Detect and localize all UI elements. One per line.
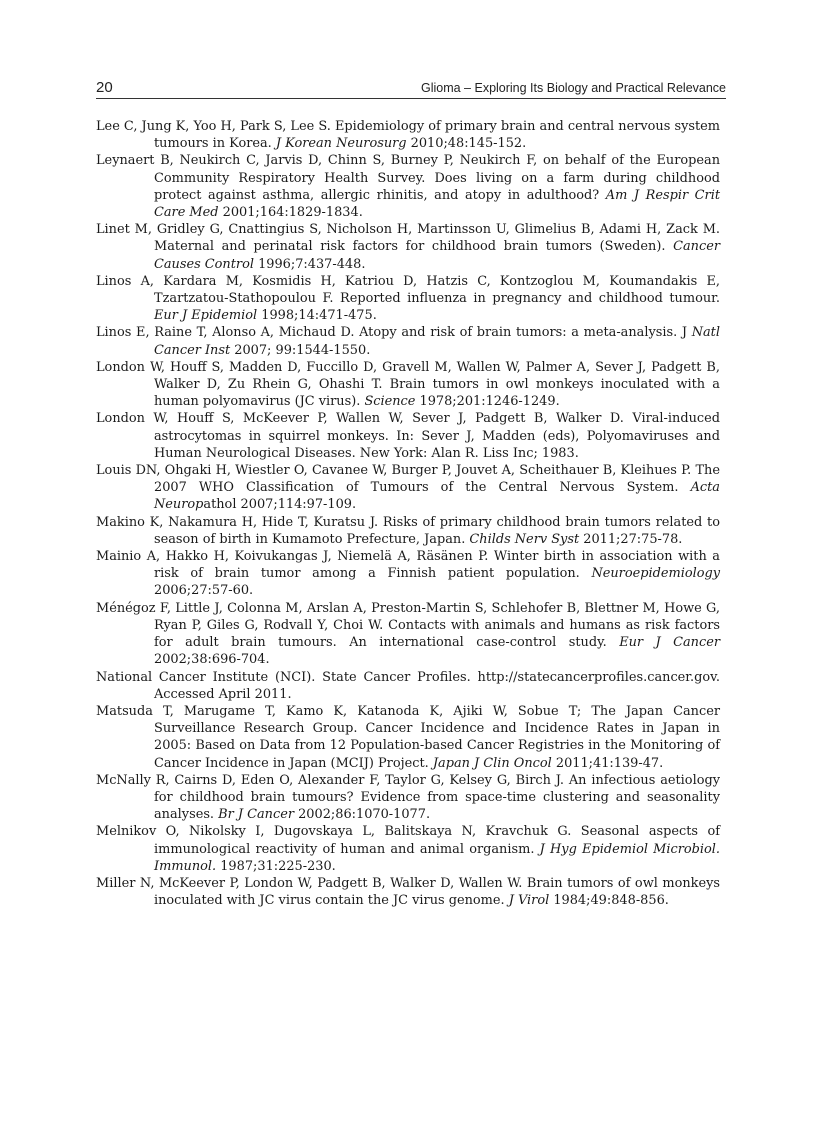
reference-journal: J Hyg Epidemiol Microbiol. Immunol. <box>154 841 721 874</box>
reference-tail: 2010;48:145-152. <box>406 136 527 152</box>
reference-text: London W, Houff S, Madden D, Fuccillo D, Gravell M, Wallen W, Palmer A, Sever J, Padgett B, Walker D, Zu Rhein G, Ohashi T. Brain tumors in owl monkeys inoculated with a human polyomavirus (JC virus). <box>96 359 720 410</box>
reference-journal: J Korean Neurosurg <box>275 136 407 152</box>
reference-text: Lee C, Jung K, Yoo H, Park S, Lee S. Epidemiology of primary brain and central nervous system tumours in Korea. <box>96 119 720 152</box>
reference-text: Leynaert B, Neukirch C, Jarvis D, Chinn S, Burney P, Neukirch F, on behalf of the European Community Respiratory Health Survey. Does living on a farm during childhood protect against asthma, allergic rhinitis, and atopy in adulthood? <box>96 153 720 203</box>
reference-tail: 1978;201:1246-1249. <box>415 394 560 410</box>
reference-list <box>96 118 720 909</box>
reference-text: Miller N, McKeever P, London W, Padgett B, Walker D, Wallen W. Brain tumors of owl monkeys inoculated with JC virus contain the JC virus genome. <box>96 875 720 909</box>
reference-journal: J Virol <box>508 893 550 909</box>
reference-tail: 1998;14:471-475. <box>257 308 377 324</box>
reference-tail: 2001;164:1829-1834. <box>218 205 363 221</box>
reference-item <box>96 703 720 772</box>
reference-text: McNally R, Cairns D, Eden O, Alexander F, Taylor G, Kelsey G, Birch J. An infectious aetiology for childhood brain tumours? Evidence from space-time clustering and seasonality analyses. <box>96 772 720 823</box>
reference-item <box>96 823 720 875</box>
reference-text: Matsuda T, Marugame T, Kamo K, Katanoda K, Ajiki W, Sobue T; The Japan Cancer Surveillance Research Group. Cancer Incidence and Incidence Rates in Japan in 2005: Based on Data from 12 Population-based Cancer Registries in the Monitoring of Cancer Incidence in Japan (MCIJ) Project. <box>96 703 720 771</box>
reference-item <box>96 221 720 273</box>
reference-item <box>96 875 720 909</box>
page-number: 20 <box>96 79 113 96</box>
reference-text: Makino K, Nakamura H, Hide T, Kuratsu J. Risks of primary childhood brain tumors related to season of birth in Kumamoto Prefecture, Japan. <box>96 514 720 547</box>
reference-journal: Br J Cancer <box>218 807 294 823</box>
reference-item <box>96 410 720 462</box>
reference-item <box>96 273 720 325</box>
reference-text: National Cancer Institute (NCI). State Cancer Profiles. http://statecancerprofiles.cancer.gov. Accessed April 2011. <box>96 669 720 702</box>
reference-journal: Cancer Causes Control <box>154 239 720 272</box>
running-title: Glioma – Exploring Its Biology and Practical Relevance <box>420 81 726 95</box>
reference-tail: 2011;27:75-78. <box>579 531 683 547</box>
reference-tail: 2002;38:696-704. <box>154 652 270 668</box>
reference-item <box>96 600 720 669</box>
reference-item <box>96 669 720 703</box>
reference-item <box>96 152 720 221</box>
reference-item <box>96 324 720 358</box>
reference-tail: 2002;86:1070-1077. <box>294 807 431 823</box>
reference-text: Melnikov O, Nikolsky I, Dugovskaya L, Balitskaya N, Kravchuk G. Seasonal aspects of immunological reactivity of human and animal organism. <box>96 824 720 857</box>
reference-journal: Neuroepidemiology <box>591 566 720 582</box>
reference-journal: Acta Neurop <box>154 480 720 513</box>
reference-item <box>96 514 720 548</box>
reference-tail: 2007; 99:1544-1550. <box>230 342 371 358</box>
reference-item <box>96 359 720 411</box>
reference-tail: 1984;49:848-856. <box>549 893 669 909</box>
reference-text: Linos E, Raine T, Alonso A, Michaud D. Atopy and risk of brain tumors: a meta-analysis. J <box>96 325 692 341</box>
reference-journal: Eur J Cancer <box>619 635 720 651</box>
reference-journal: Japan J Clin Oncol <box>432 755 552 771</box>
reference-tail: athol 2007;114:97-109. <box>203 497 357 513</box>
reference-item <box>96 118 720 152</box>
reference-text: Ménégoz F, Little J, Colonna M, Arslan A, Preston-Martin S, Schlehofer B, Blettner M, Howe G, Ryan P, Giles G, Rodvall Y, Choi W. Contacts with animals and humans as risk factors for adult brain tumours. An international case-control study. <box>96 600 720 651</box>
reference-text: Linet M, Gridley G, Cnattingius S, Nicholson H, Martinsson U, Glimelius B, Adami H, Zack M. Maternal and perinatal risk factors for childhood brain tumors (Sweden). <box>96 222 720 255</box>
reference-item <box>96 548 720 600</box>
reference-text: Linos A, Kardara M, Kosmidis H, Katriou D, Hatzis C, Kontzoglou M, Koumandakis E, Tzartzatou-Stathopoulou F. Reported influenza in pregnancy and childhood tumour. <box>96 273 720 307</box>
reference-journal: Eur J Epidemiol <box>154 308 258 324</box>
reference-tail: 2011;41:139-47. <box>551 755 664 771</box>
reference-text: Mainio A, Hakko H, Koivukangas J, Niemelä A, Räsänen P. Winter birth in association with a risk of brain tumor among a Finnish patient population. <box>96 549 720 582</box>
reference-tail: 1996;7:437-448. <box>253 256 366 272</box>
reference-item <box>96 772 720 824</box>
reference-journal: Natl Cancer Inst <box>154 325 720 358</box>
reference-text: London W, Houff S, McKeever P, Wallen W, Sever J, Padgett B, Walker D. Viral-induced astrocytomas in squirrel monkeys. In: Sever J, Madden (eds), Polyomaviruses and Human Neurological Diseases. New York: Alan R. Liss Inc; 1983. <box>96 411 720 461</box>
reference-journal: Childs Nerv Syst <box>469 531 580 547</box>
reference-journal: Am J Respir Crit Care Med <box>154 187 721 221</box>
reference-tail: 1987;31:225-230. <box>216 858 336 874</box>
reference-tail: 2006;27:57-60. <box>154 583 254 599</box>
reference-journal: Science <box>364 394 416 410</box>
reference-text: Louis DN, Ohgaki H, Wiestler O, Cavanee W, Burger P, Jouvet A, Scheithauer B, Kleihues P. The 2007 WHO Classification of Tumours of the Central Nervous System. <box>96 463 720 496</box>
reference-item <box>96 462 720 514</box>
header-rule <box>96 98 726 99</box>
